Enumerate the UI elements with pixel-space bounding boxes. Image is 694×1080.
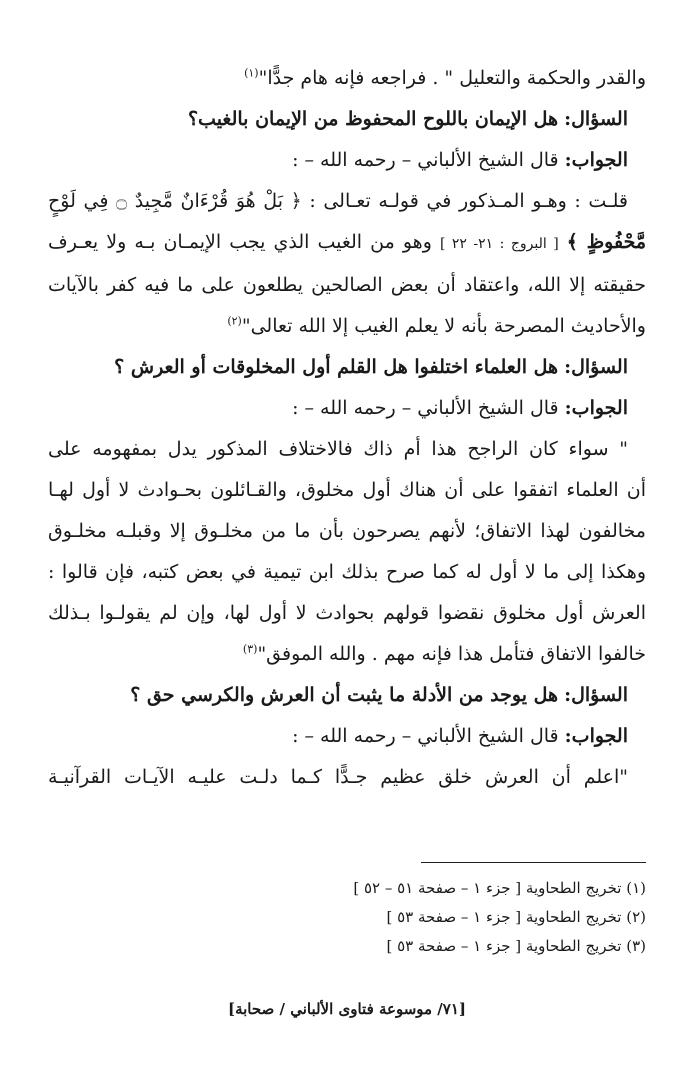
footnote-marker: (٣) [242,642,258,656]
page-footer: [٧١/ موسوعة فتاوى الألباني / صحابة] [227,1000,467,1018]
text-line: العرش أول مخلوق نقضوا قولهم بحوادث لا أول لها، وإن لم يقولـوا بـذلك [48,602,646,624]
text-line: مَّحْفُوظٍ ﴾ [ البروج : ٢١- ٢٢ ] وهو من الغيب الذي يجب الإيمـان بـه ولا يعـرف [48,231,646,253]
footnote-marker: (٢) [227,314,242,328]
text-line: مخالفون لهذا الاتفاق؛ لأنهم يصرحون بأن ما من مخلـوق إلا وقبلـه مخلـوق [48,520,646,542]
footnote: (٣) تخريج الطحاوية [ جزء ١ – صفحة ٥٣ ] [386,937,646,955]
question-text: هل يوجد من الأدلة ما يثبت أن العرش والكرسي حق ؟ [130,684,559,706]
text-line: والقدر والحكمة والتعليل " . فراجعه فإنه هام جدًّا"$^{(١)}$ [244,66,646,89]
answer-label: الجواب: [564,725,628,747]
main-text [48,58,646,798]
answer-intro: قال الشيخ الألباني – رحمه الله – : [292,149,559,171]
question-label: السؤال: [564,684,628,706]
question-line [48,347,646,388]
question-text: هل الإيمان باللوح المحفوظ من الإيمان بالغيب؟ [187,108,559,130]
footnote: (٢) تخريج الطحاوية [ جزء ١ – صفحة ٥٣ ] [386,908,646,926]
text-line: وهكذا إلى ما لا أول له كما صرح بذلك ابن تيمية في بعض كتبه، فإن قالوا : [48,561,646,583]
text-line: "اعلم أن العرش خلق عظيم جـدًّا كـما دلـت عليـه الآيـات القرآنيـة [48,766,628,788]
text-line: أن العلماء اتفقوا على أن هناك أول مخلوق، والقـائلون بحـوادث لا أول لهـا [48,479,646,501]
answer-line [48,388,646,429]
answer-label: الجواب: [564,149,628,171]
question-label: السؤال: [564,108,628,130]
verse-reference: [ البروج : ٢١- ٢٢ ] [439,236,559,252]
answer-line [48,140,646,181]
text-line: حقيقته إلا الله، واعتقاد أن بعض الصالحين يطلعون على ما فيه كفر بالآيات [48,274,646,296]
text-line: " سواء كان الراجح هذا أم ذاك فالاختلاف المذكور يدل بمفهومه على [48,438,628,460]
quran-verse: مَّحْفُوظٍ ﴾ [566,231,646,253]
question-label: السؤال: [564,356,628,378]
footnote: (١) تخريج الطحاوية [ جزء ١ – صفحة ٥١ – ٥٢ ] [353,879,646,897]
text-line: والأحاديث المصرحة بأنه لا يعلم الغيب إلا الله تعالى"$^{(٢)}$ [227,314,646,337]
footnote-marker: (١) [244,66,259,80]
text-line: قلـت : وهـو المـذكور في قولـه تعـالى : ﴿ بَلْ هُوَ قُرْءَانٌ مَّجِيدٌ ۝ فِي لَوْحٍ [48,190,628,212]
question-text: هل العلماء اختلفوا هل القلم أول المخلوقات أو العرش ؟ [114,356,559,378]
text-line: خالفوا الاتفاق فتأمل هذا فإنه مهم . والله الموفق"$^{(٣)}$ [242,642,646,665]
question-line [48,99,646,140]
answer-intro: قال الشيخ الألباني – رحمه الله – : [292,397,559,419]
footnote-divider [421,862,646,863]
question-line [48,675,646,716]
answer-label: الجواب: [564,397,628,419]
answer-intro: قال الشيخ الألباني – رحمه الله – : [292,725,559,747]
answer-line [48,716,646,757]
footnotes [48,874,646,961]
